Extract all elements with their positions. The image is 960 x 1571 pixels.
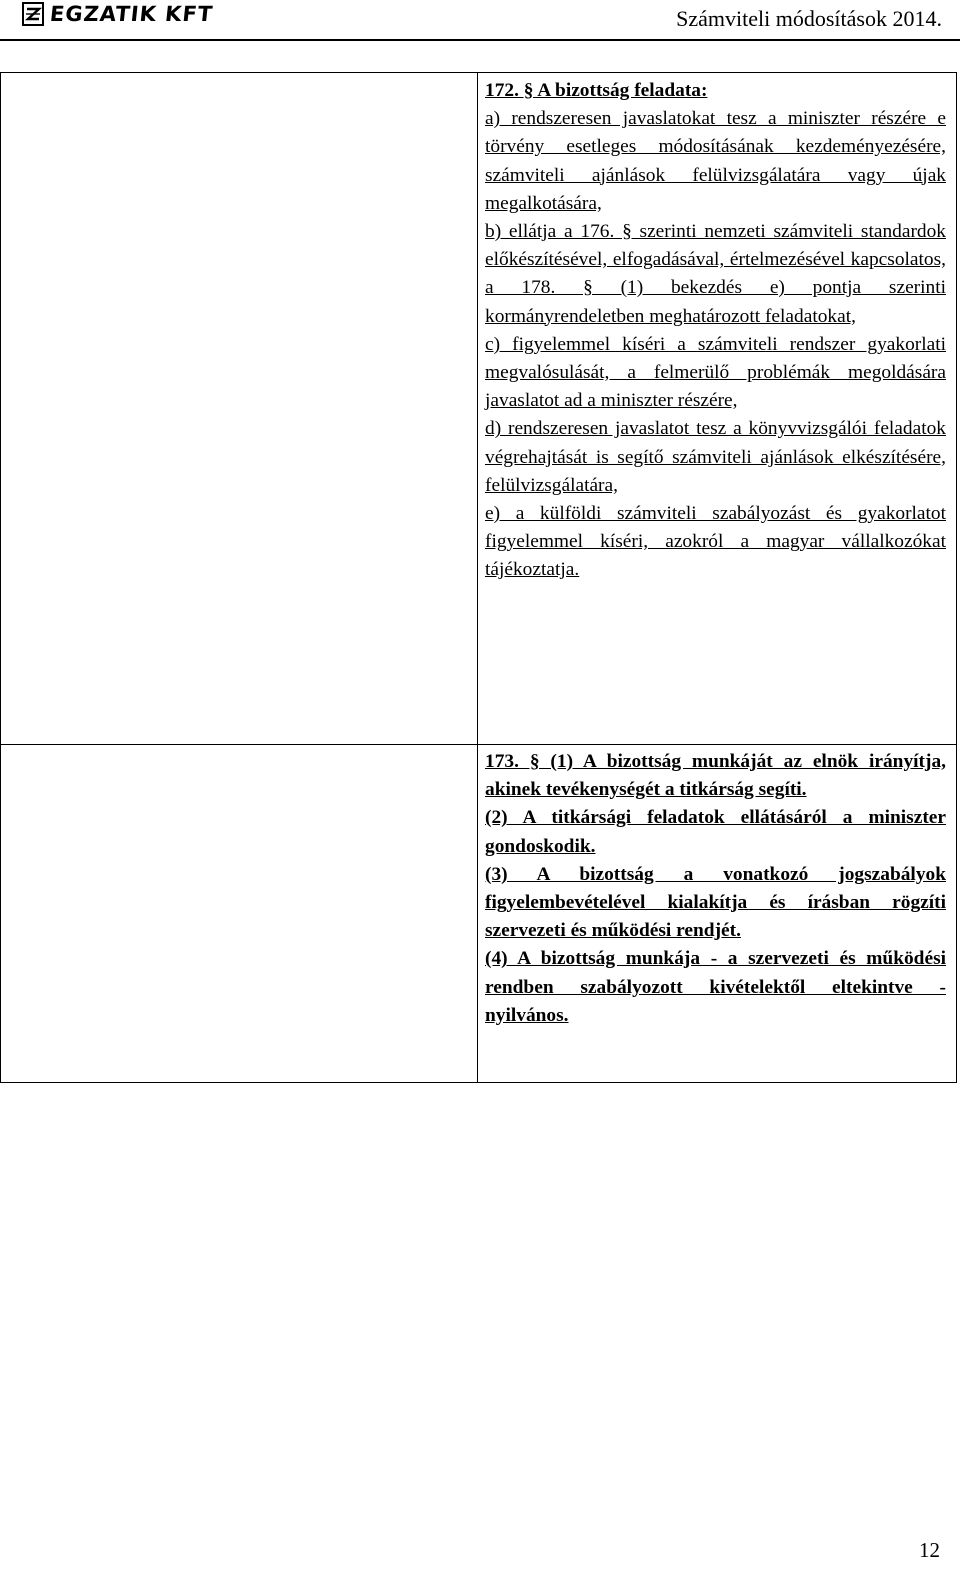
law-paragraph: e) a külföldi számviteli szabályozást és gyakorlatot figyelemmel kíséri, azokról a magyar vállalkozókat tájékoztatja. [485, 503, 946, 581]
header-divider [0, 39, 960, 41]
page-header [0, 0, 960, 42]
law-comparison-table [0, 72, 957, 1083]
table-row [1, 745, 957, 1083]
law-paragraph: c) figyelemmel kíséri a számviteli rendszer gyakorlati megvalósulását, a felmerülő problémák megoldására javaslatot ad a miniszter részére, [485, 333, 946, 412]
law-paragraph: b) ellátja a 176. § szerinti nemzeti számviteli standardok előkészítésével, elfogadásával, értelmezésével kapcsolatos, a 178. § (1) bekezdés e) pontja szerinti kormányrendeletben meghatározott feladatokat, [485, 221, 946, 327]
table-row [1, 73, 957, 745]
right-cell-new-text [478, 73, 957, 745]
left-cell-old-text [1, 745, 478, 1083]
company-logo [22, 2, 213, 26]
cell-text [478, 73, 956, 595]
document-title: Számviteli módosítások 2014. [676, 6, 942, 31]
law-paragraph: 173. § (1) A bizottság munkáját az elnök irányítja, akinek tevékenységét a titkárság segíti. [485, 751, 946, 801]
law-paragraph: d) rendszeresen javaslatot tesz a könyvvizsgálói feladatok végrehajtását is segítő számviteli ajánlások elkészítésére, felülvizsgálatára, [485, 418, 946, 496]
cell-text [478, 745, 956, 1040]
left-cell-old-text [1, 73, 478, 745]
logo-text: EGZATIK KFT [48, 2, 215, 26]
law-paragraph: (4) A bizottság munkája - a szervezeti és működési rendben szabályozott kivételektől eltekintve - nyilvános. [485, 948, 946, 1026]
page-number: 12 [919, 1538, 940, 1562]
law-paragraph: (2) A titkársági feladatok ellátásáról a miniszter gondoskodik. [485, 807, 946, 857]
law-paragraph: a) rendszeresen javaslatokat tesz a miniszter részére e törvény esetleges módosításának kezdeményezésére, számviteli ajánlások felülvizsgálatára vagy újak megalkotására, [485, 108, 946, 214]
law-paragraph: 172. § A bizottság feladata: [485, 80, 708, 101]
logo-mark-icon [22, 2, 44, 26]
right-cell-new-text [478, 745, 957, 1083]
law-paragraph: (3) A bizottság a vonatkozó jogszabályok figyelembevételével kialakítja és írásban rögzíti szervezeti és működési rendjét. [485, 863, 946, 942]
